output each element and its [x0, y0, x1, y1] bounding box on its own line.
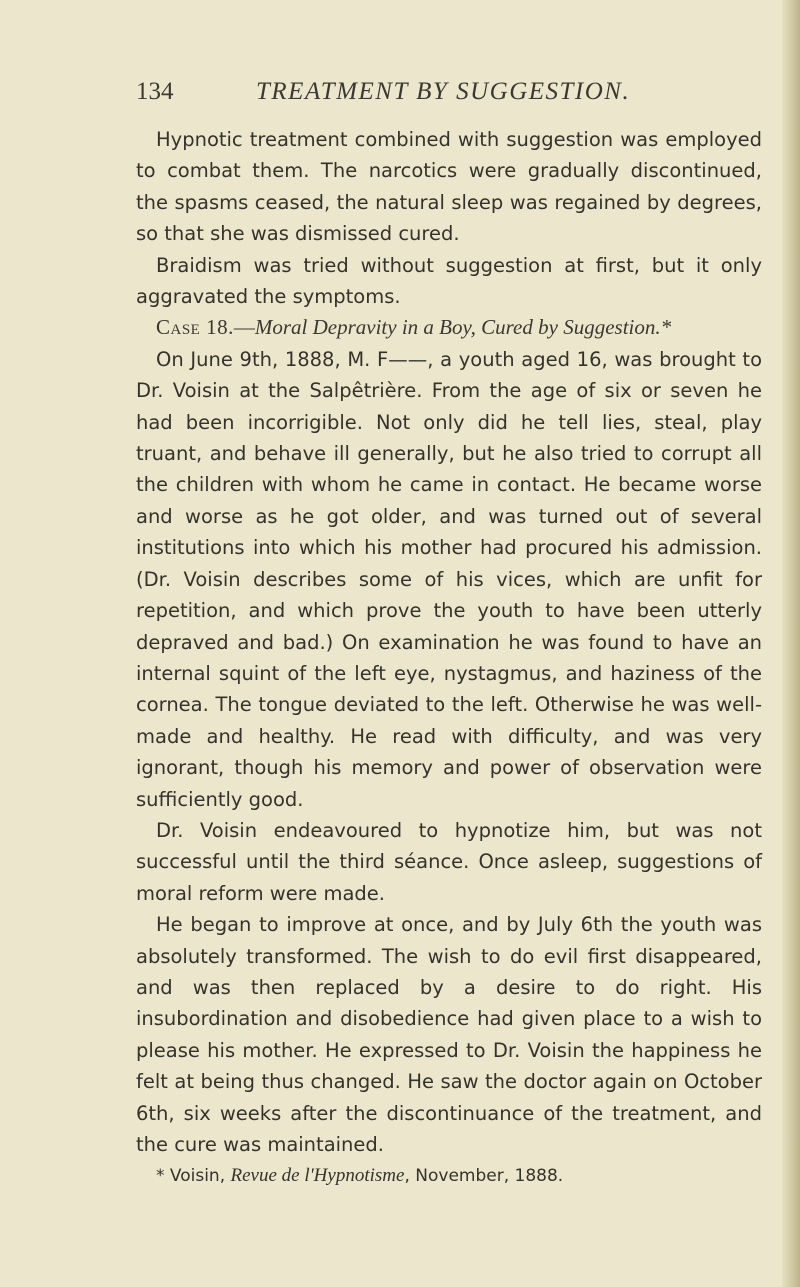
footnote — [136, 1160, 762, 1192]
footnote-prefix: * Voisin, — [156, 1166, 231, 1187]
case-label: Case 18. — [156, 315, 234, 340]
body-text — [136, 124, 762, 1193]
page-number: 134 — [136, 78, 174, 105]
paragraph: On June 9th, 1888, M. F——, a youth aged 16, was brought to Dr. Voisin at the Salpêtrière. From the age of six or seven he had been incorrigible. Not only did he tell lies, steal, play truant, and behave ill generally, but he also tried to corrupt all the children with whom he came in contact. He became worse and worse as he got older, and was turned out of several institutions into which his mother had procured his admission. (Dr. Voisin describes some of his vices, which are unfit for repetition, and which prove the youth to have been utterly depraved and bad.) On examination he was found to have an internal squint of the left eye, nystagmus, and haziness of the cornea. The tongue deviated to the left. Otherwise he was well-made and healthy. He read with difficulty, and was very ignorant, though his memory and power of observation were sufficiently good. — [136, 347, 762, 811]
case-dash: — — [233, 315, 255, 340]
running-head: TREATMENT BY SUGGESTION. — [256, 78, 631, 105]
footnote-suffix: , November, 1888. — [404, 1166, 564, 1187]
page-edge — [782, 0, 800, 1287]
paragraph: Hypnotic treatment combined with suggestion was employed to combat them. The narcotics were gradually discontinued, the spasms ceased, the natural sleep was regained by degrees, so that she was dismissed cured. — [136, 128, 762, 246]
case-heading — [136, 312, 762, 343]
paragraph: He began to improve at once, and by July 6th the youth was absolutely transformed. The wish to do evil first disappeared, and was then replaced by a desire to do right. His insubordination and disobedience had given place to a wish to please his mother. He expressed to Dr. Voisin the happiness he felt at being thus changed. He saw the doctor again on October 6th, six weeks after the discontinuance of the treatment, and the cure was maintained. — [136, 913, 762, 1156]
paragraph: Dr. Voisin endeavoured to hypnotize him, but was not successful until the third séance. Once asleep, suggestions of moral reform were made. — [136, 818, 762, 905]
case-title: Moral Depravity in a Boy, Cured by Suggestion.* — [254, 315, 672, 340]
page-header — [136, 78, 756, 118]
paragraph: Braidism was tried without suggestion at first, but it only aggravated the symptoms. — [136, 253, 762, 309]
footnote-journal: Revue de l'Hypnotisme — [230, 1165, 405, 1187]
